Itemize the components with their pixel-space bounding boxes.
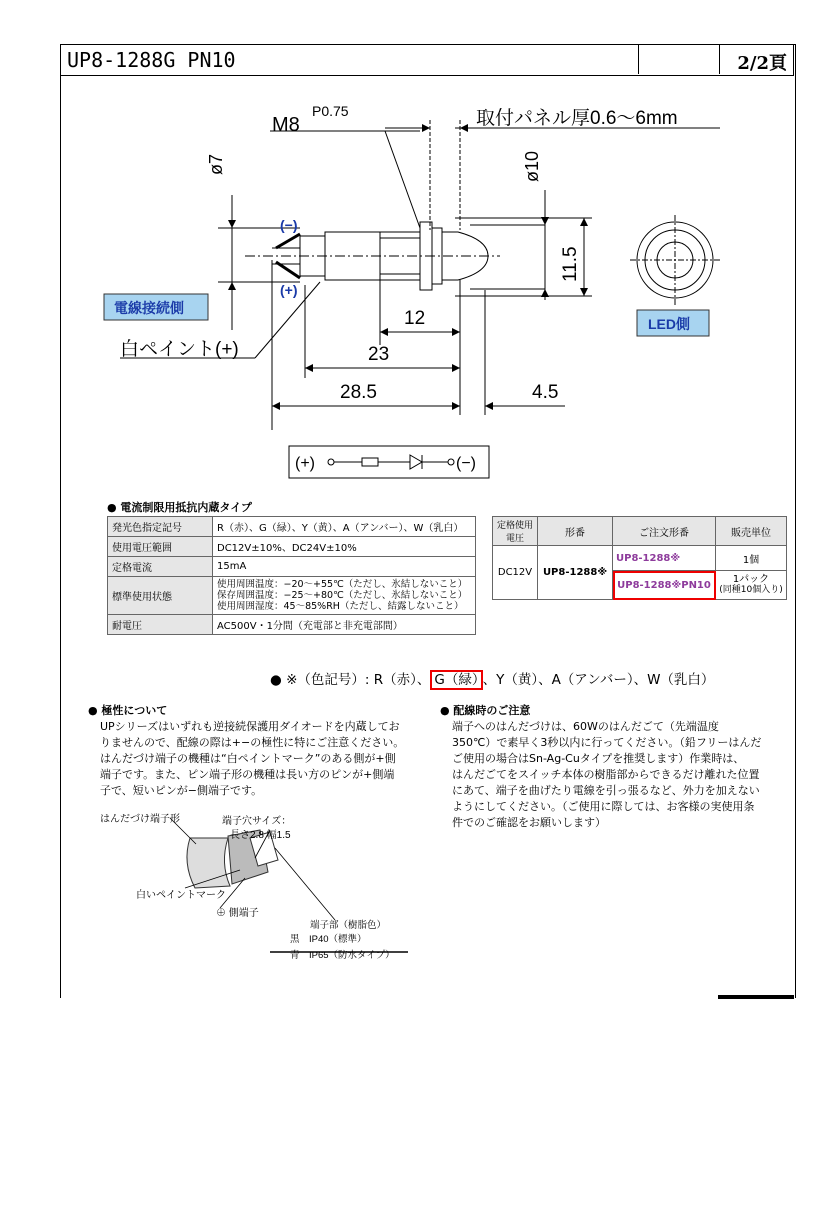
dim-4-5: 4.5 <box>532 382 559 403</box>
wiring-line: にあて、端子を曲げたり電線を引っ張るなど、外力を加えない <box>452 784 760 797</box>
panel-thickness-label: 取付パネル厚0.6～6mm <box>476 108 678 129</box>
wiring-line: 端子へのはんだづけは、60Wのはんだごて（先端温度 <box>452 720 719 733</box>
thread-label: M8 <box>272 114 300 136</box>
color-note-green: G（緑） <box>430 670 482 690</box>
wiring-line: 件でのご確認をお願いします） <box>452 816 606 829</box>
table-row <box>493 546 787 571</box>
hole-size-label: 端子穴サイズ： <box>222 816 292 827</box>
polarity-line: はんだづけ端子の機種は“白ペイントマーク”のある側が+側 <box>100 752 396 765</box>
order-header: ご注文形番 <box>613 517 716 546</box>
spec-key: 定格電流 <box>108 557 213 577</box>
terminal-illustration <box>100 808 430 968</box>
table-row <box>108 577 476 615</box>
spec-key: 標準使用状態 <box>108 577 213 615</box>
table-row <box>493 517 787 546</box>
spec-value: R（赤）、G（緑）、Y（黄）、A（アンバー）、W（乳白） <box>213 517 476 537</box>
table-row <box>108 615 476 635</box>
solder-type-label: はんだづけ端子形 <box>100 814 180 825</box>
table-row <box>108 517 476 537</box>
order-unit <box>716 571 787 600</box>
spec-key: 発光色指定記号 <box>108 517 213 537</box>
spec-value: DC12V±10%、DC24V±10% <box>213 537 476 557</box>
color-note-pre: ● ※（色記号）: R（赤）、 <box>270 672 431 688</box>
polarity-line: UPシリーズはいずれも逆接続保護用ダイオードを内蔵してお <box>100 720 400 733</box>
order-model: UP8-1288※ <box>538 546 613 600</box>
dimension-drawing <box>0 0 827 490</box>
table-row <box>108 537 476 557</box>
color-code-note <box>270 668 714 688</box>
circuit-plus: (+) <box>295 455 315 472</box>
spec-title: ● 電流制限用抵抗内蔵タイプ <box>107 501 252 514</box>
order-code-highlighted: UP8-1288※PN10 <box>613 571 716 600</box>
order-unit: 1個 <box>716 546 787 571</box>
order-header: 形番 <box>538 517 613 546</box>
minus-terminal-label: (−) <box>280 217 298 233</box>
black-ip40-label: 黒 IP40（標準） <box>290 934 367 945</box>
wire-side-label: 電線接続側 <box>114 300 184 316</box>
spec-value: 15mA <box>213 557 476 577</box>
spec-line: 使用周囲温度：−20～+55℃（ただし、氷結しないこと） <box>217 579 468 590</box>
plus-terminal-side-label: ⊕ 側端子 <box>216 908 259 919</box>
spec-key: 耐電圧 <box>108 615 213 635</box>
bottom-bar <box>718 995 794 999</box>
spec-key: 使用電圧範囲 <box>108 537 213 557</box>
wiring-line: はんだごてをスイッチ本体の樹脂部からできるだけ離れた位置 <box>452 768 760 781</box>
polarity-line: りませんので、配線の際は+−の極性に特にご注意ください。 <box>100 736 405 749</box>
table-row <box>108 557 476 577</box>
order-header: 販売単位 <box>716 517 787 546</box>
hole-dims-label: 長さ2.8 幅1.5 <box>230 830 291 841</box>
polarity-title: ● 極性について <box>88 704 168 717</box>
polarity-section <box>88 703 418 799</box>
dim-28-5: 28.5 <box>340 382 377 403</box>
unit-line: (同種10個入り) <box>719 585 783 595</box>
white-paint-label: 白ペイント(+) <box>120 339 239 360</box>
polarity-line: 子で、短いピンが−側端子です。 <box>100 784 263 797</box>
spec-table <box>107 516 476 635</box>
wiring-section <box>440 703 780 831</box>
dim-12: 12 <box>404 308 426 329</box>
dim-23: 23 <box>368 344 390 365</box>
led-side-label: LED側 <box>648 316 690 332</box>
spec-value <box>213 577 476 615</box>
wiring-line: ご使用の場合はSn-Ag-Cuタイプを推奨します）作業時は、 <box>452 752 745 765</box>
plus-terminal-label: (+) <box>280 282 298 298</box>
wiring-title: ● 配線時のご注意 <box>440 704 531 717</box>
wiring-line: ようにしてください。（ご使用に際しては、お客様の実使用条 <box>452 800 755 813</box>
wiring-line: 350℃）で素早く3秒以内に行ってください。（鉛フリーはんだ <box>452 736 762 749</box>
page-number: 2/2頁 <box>737 53 787 74</box>
white-mark-label: 白いペイントマーク <box>136 890 226 901</box>
blue-ip65-label: 青 IP65（防水タイプ） <box>290 950 395 961</box>
order-voltage: DC12V <box>493 546 538 600</box>
unit-line: 1パック <box>732 574 770 585</box>
height-11-5-label: 11.5 <box>560 246 581 282</box>
spec-line: 使用周囲湿度：45～85%RH（ただし、結露しないこと） <box>217 601 464 612</box>
diameter-7-label: ø7 <box>206 153 226 175</box>
terminal-part-label: 端子部（樹脂色） <box>310 920 387 931</box>
diameter-10-label: ø10 <box>522 150 542 182</box>
order-code: UP8-1288※ <box>613 546 716 571</box>
page-title: UP8-1288G PN10 <box>67 48 236 72</box>
pitch-label: P0.75 <box>312 103 349 119</box>
circuit-minus: (−) <box>456 455 476 472</box>
spec-value: AC500V・1分間（充電部と非充電部間） <box>213 615 476 635</box>
order-table <box>492 516 787 600</box>
order-header: 定格使用電圧 <box>493 517 538 546</box>
spec-line: 保存周囲温度：−25～+80℃（ただし、氷結しないこと） <box>217 590 468 601</box>
color-note-post: 、Y（黄）、A（アンバー）、W（乳白） <box>482 672 715 688</box>
polarity-line: 端子です。また、ピン端子形の機種は長い方のピンが+側端 <box>100 768 395 781</box>
